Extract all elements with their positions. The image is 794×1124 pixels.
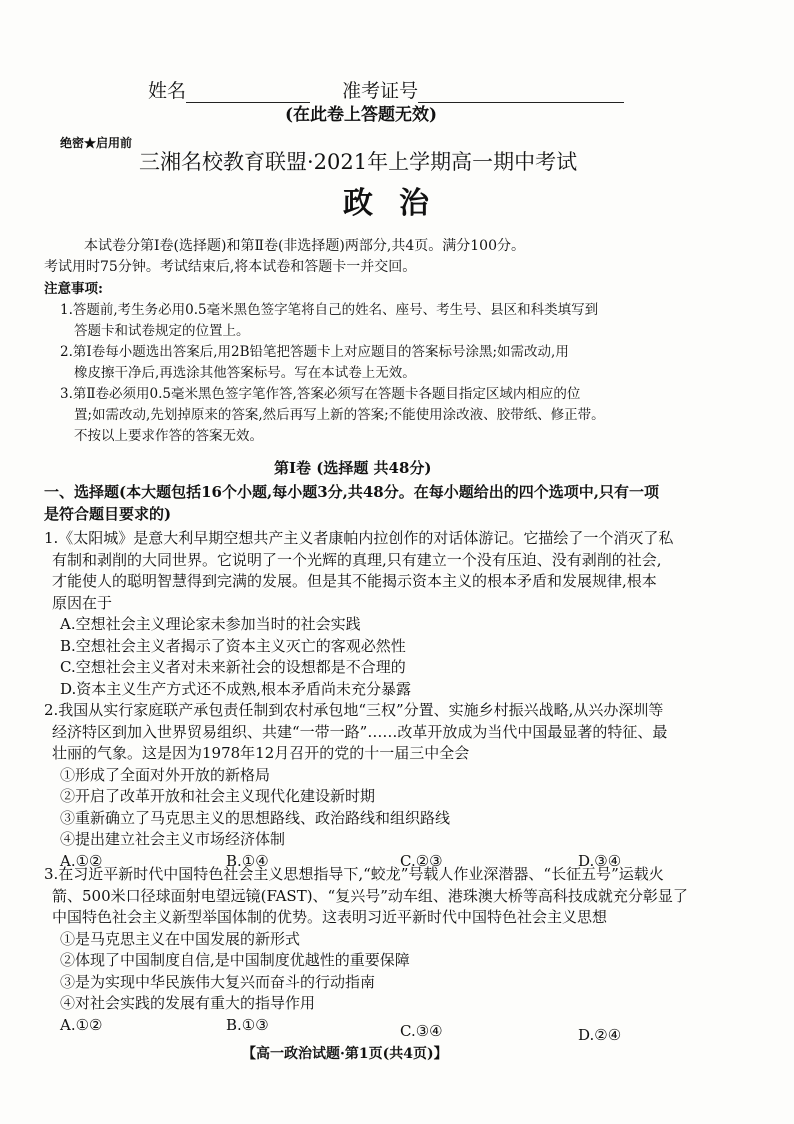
q1-option-b: B.空想社会主义者揭示了资本主义灭亡的客观必然性 bbox=[60, 636, 406, 655]
exam-title: 三湘名校教育联盟·2021年上学期高一期中考试 bbox=[139, 150, 578, 174]
q3-choice-c: C.③④ bbox=[400, 1021, 443, 1040]
note-2-line-2: 橡皮擦干净后,再选涂其他答案标号。写在本试卷上无效。 bbox=[74, 365, 416, 381]
q2-item-3: ③重新确立了马克思主义的思想路线、政治路线和组织路线 bbox=[60, 808, 451, 827]
exam-id-blank bbox=[418, 84, 624, 103]
question-1 bbox=[44, 528, 744, 700]
subject-title: 政治 bbox=[343, 186, 455, 221]
q3-stem-line-3: 中国特色社会主义新型举国体制的优势。这表明习近平新时代中国特色社会主义思想 bbox=[52, 908, 608, 926]
q1-stem-line-3: 才能使人的聪明智慧得到完满的发展。但是其不能揭示资本主义的根本矛盾和发展规律,根本 bbox=[52, 572, 657, 590]
q3-stem-line-1: 3.在习近平新时代中国特色社会主义思想指导下,“蛟龙”号载人作业深潜器、“长征五号”运载火 bbox=[44, 865, 664, 883]
intro-line-2: 考试用时75分钟。考试结束后,将本试卷和答题卡一并交回。 bbox=[44, 259, 417, 275]
q1-stem-line-1: 1.《太阳城》是意大利早期空想共产主义者康帕内拉创作的对话体游记。它描绘了一个消灭了私 bbox=[44, 529, 674, 547]
instruction-line-2: 是符合题目要求的) bbox=[44, 504, 172, 523]
section-title: 第Ⅰ卷 (选择题 共48分) bbox=[274, 459, 432, 477]
q2-item-4: ④提出建立社会主义市场经济体制 bbox=[60, 830, 286, 848]
notes-list bbox=[60, 300, 740, 447]
q2-item-1: ①形成了全面对外开放的新格局 bbox=[60, 765, 271, 784]
exam-id-label: 准考证号 bbox=[342, 80, 419, 102]
q1-option-a: A.空想社会主义理论家未参加当时的社会实践 bbox=[60, 615, 361, 633]
q3-item-2: ②体现了中国制度自信,是中国制度优越性的重要保障 bbox=[60, 951, 410, 969]
note-1-line-1: 1.答题前,考生务必用0.5毫米黑色签字笔将自己的姓名、座号、考生号、县区和科类填写到 bbox=[60, 302, 599, 318]
q1-stem-line-2: 有制和剥削的大同世界。它说明了一个光辉的真理,只有建立一个没有压迫、没有剥削的社会, bbox=[52, 550, 662, 569]
q2-stem-line-1: 2.我国从实行家庭联产承包责任制到农村承包地“三权”分置、实施乡村振兴战略,从兴办深圳等 bbox=[44, 701, 664, 719]
section-instruction bbox=[44, 482, 744, 525]
notes-heading: 注意事项: bbox=[44, 281, 103, 297]
note-3-line-1: 3.第Ⅱ卷必须用0.5毫米黑色签字笔作答,答案必须写在答题卡各题目指定区域内相应的位 bbox=[60, 386, 581, 402]
note-3-line-3: 不按以上要求作答的答案无效。 bbox=[74, 428, 263, 444]
note-2-line-1: 2.第Ⅰ卷每小题选出答案后,用2B铅笔把答题卡上对应题目的答案标号涂黑;如需改动,用 bbox=[60, 344, 569, 360]
candidate-info-line bbox=[148, 76, 624, 103]
q3-stem-line-2: 箭、500米口径球面射电望远镜(FAST)、“复兴号”动车组、港珠澳大桥等高科技成就充分彰显了 bbox=[52, 886, 688, 905]
q2-choice-c: C.②③ bbox=[400, 851, 443, 870]
q1-stem-line-4: 原因在于 bbox=[52, 593, 113, 612]
q2-stem-line-2: 经济特区到加入世界贸易组织、共建“一带一路”……改革开放成为当代中国最显著的特征、最 bbox=[52, 722, 668, 741]
q2-choice-b: B.①④ bbox=[226, 851, 269, 870]
q2-choice-d: D.③④ bbox=[578, 851, 622, 870]
note-1-line-2: 答题卡和试卷规定的位置上。 bbox=[74, 323, 250, 339]
instruction-line-1: 一、选择题(本大题包括16个小题,每小题3分,共48分。在每小题给出的四个选项中,只有一项 bbox=[44, 483, 659, 501]
q3-choice-a: A.①② bbox=[60, 1015, 103, 1034]
q3-choice-b: B.①③ bbox=[226, 1015, 269, 1034]
name-label: 姓名 bbox=[148, 80, 187, 102]
question-3 bbox=[44, 864, 744, 1044]
q3-item-3: ③是为实现中华民族伟大复兴而奋斗的行动指南 bbox=[60, 972, 376, 991]
q2-stem-line-3: 壮丽的气象。这是因为1978年12月召开的党的十一届三中全会 bbox=[52, 744, 470, 762]
note-3-line-2: 置;如需改动,先划掉原来的答案,然后再写上新的答案;不能使用涂改液、胶带纸、修正带。 bbox=[74, 407, 605, 423]
invalid-note: (在此卷上答题无效) bbox=[285, 105, 438, 125]
q2-item-2: ②开启了改革开放和社会主义现代化建设新时期 bbox=[60, 787, 376, 805]
exam-intro bbox=[44, 236, 744, 278]
q3-choices bbox=[44, 1015, 744, 1044]
question-2 bbox=[44, 700, 744, 873]
q3-choice-d: D.②④ bbox=[578, 1025, 622, 1044]
q3-item-4: ④对社会实践的发展有重大的指导作用 bbox=[60, 994, 316, 1012]
q3-item-1: ①是马克思主义在中国发展的新形式 bbox=[60, 929, 301, 948]
page-footer: 【高一政治试题·第1页(共4页)】 bbox=[242, 1046, 448, 1062]
intro-line-1: 本试卷分第Ⅰ卷(选择题)和第Ⅱ卷(非选择题)两部分,共4页。满分100分。 bbox=[84, 238, 525, 254]
q1-option-c: C.空想社会主义者对未来新社会的设想都是不合理的 bbox=[60, 658, 406, 676]
q1-option-d: D.资本主义生产方式还不成熟,根本矛盾尚未充分暴露 bbox=[60, 679, 412, 698]
q2-choice-a: A.①② bbox=[60, 851, 103, 870]
secret-tag: 绝密★启用前 bbox=[60, 136, 133, 150]
